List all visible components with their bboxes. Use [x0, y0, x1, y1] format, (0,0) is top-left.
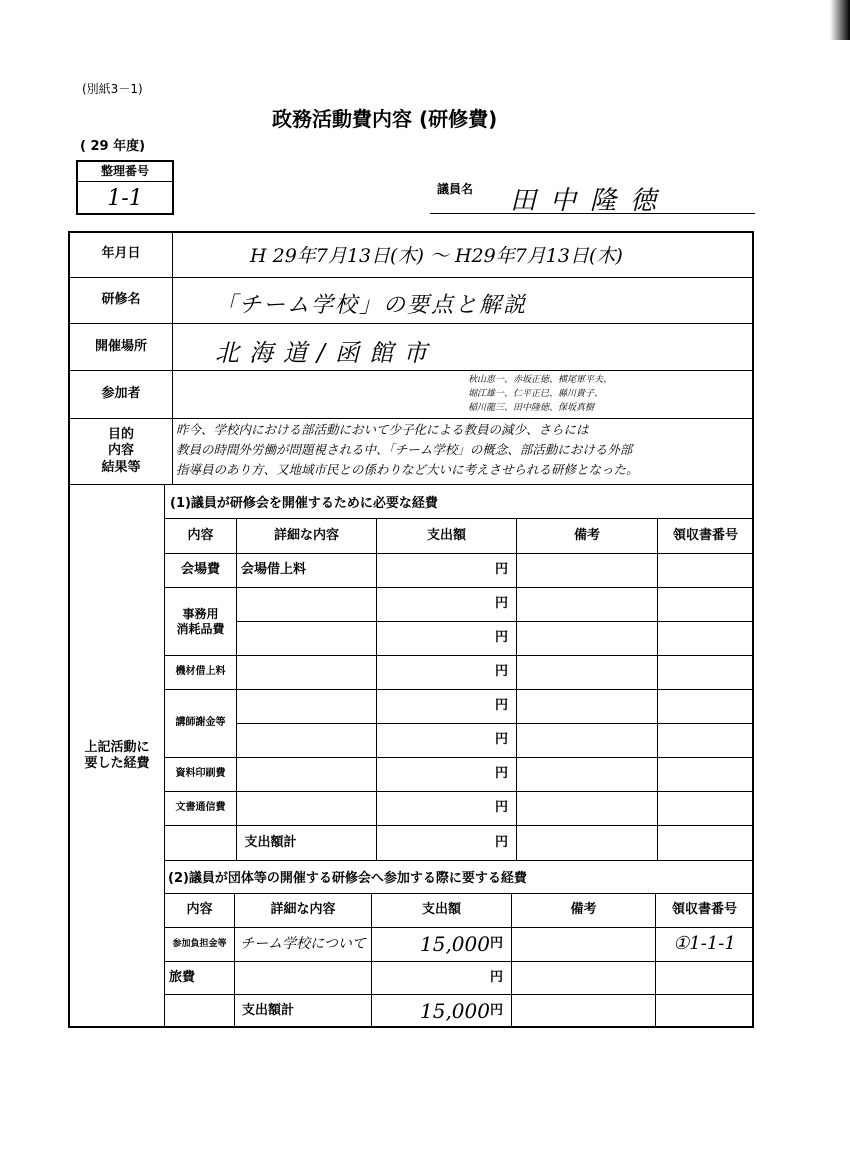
- travel-label: 旅費: [169, 969, 196, 985]
- s2-header-detail: 詳細な内容: [270, 902, 336, 918]
- yen-unit: 円: [489, 969, 503, 985]
- yen-unit: 円: [494, 834, 508, 850]
- venue-fee-label: 会場費: [180, 562, 220, 578]
- participants-line: 堀江雄一、仁平正巳、縣川貴子、: [468, 389, 604, 399]
- fiscal-year: ( 29 年度): [80, 139, 146, 154]
- participation-fee-receipt: ①1-1-1: [673, 933, 736, 955]
- yen-unit: 円: [494, 732, 508, 748]
- yen-unit: 円: [494, 766, 508, 782]
- page-title: 政務活動費内容 (研修費): [272, 107, 498, 131]
- s2-total-amount: 15,000: [420, 998, 490, 1023]
- venue-value: 北海道/函館市: [215, 339, 438, 367]
- s1-header-detail: 詳細な内容: [273, 527, 339, 543]
- s1-header-content: 内容: [187, 527, 214, 543]
- participation-fee-amount-cell: [372, 928, 511, 961]
- date-value: H 29年7月13日(木) ～ H29年7月13日(木): [250, 245, 623, 267]
- venue-fee-detail: 会場借上料: [241, 562, 307, 578]
- lecturer-fee-label: 講師謝金等: [175, 717, 226, 729]
- participants-label: 参加者: [101, 386, 141, 402]
- purpose-line: 教員の時間外労働が問題視される中、「チーム学校」の概念、部活動における外部: [176, 442, 633, 457]
- office-supplies-label: 事務用 消耗品費: [176, 606, 225, 636]
- s1-header-receipt: 領収書番号: [672, 527, 738, 543]
- equipment-label: 機材借上料: [175, 666, 226, 678]
- section2-title: (2)議員が団体等の開催する研修会へ参加する際に要する経費: [168, 871, 527, 886]
- purpose-text: [176, 420, 752, 480]
- yen-unit: 円: [494, 698, 508, 714]
- purpose-line: 指導員のあり方、又地域市民との係わりなど大いに考えさせられる研修となった。: [176, 462, 639, 477]
- member-name-label: 議員名: [437, 182, 474, 196]
- s1-header-amount: 支出額: [426, 527, 466, 543]
- s1-total-label: 支出額計: [244, 834, 297, 850]
- date-label: 年月日: [101, 246, 141, 262]
- yen-unit: 円: [494, 630, 508, 646]
- purpose-line: 昨今、学校内における部活動において少子化による教員の減少、さらには: [176, 422, 589, 437]
- s2-header-receipt: 領収書番号: [671, 902, 737, 918]
- yen-unit: 円: [494, 664, 508, 680]
- s1-header-notes: 備考: [573, 527, 600, 543]
- member-name-value: 田中隆徳: [510, 186, 671, 216]
- training-name-label: 研修名: [101, 292, 141, 308]
- participation-fee-amount: 15,000: [420, 932, 490, 956]
- participants-line: 秋山恵一、赤坂正徳、横尾軍平夫、: [468, 375, 613, 385]
- participation-fee-detail: チーム学校について: [240, 935, 366, 952]
- participation-fee-label: 参加負担金等: [172, 938, 227, 949]
- purpose-label: 目的 内容 結果等: [101, 427, 141, 475]
- yen-unit: 円: [494, 800, 508, 816]
- yen-unit: 円: [494, 562, 508, 578]
- member-name-underline: [430, 213, 755, 214]
- s2-total-label: 支出額計: [241, 1002, 294, 1018]
- s2-header-content: 内容: [186, 902, 213, 918]
- ref-number-label: 整理番号: [100, 163, 149, 178]
- yen-unit: 円: [489, 936, 503, 952]
- printing-label: 資料印刷費: [175, 768, 226, 780]
- postage-label: 文書通信費: [175, 802, 226, 814]
- scan-edge: [830, 0, 850, 40]
- s2-total-amount-cell: [372, 995, 511, 1027]
- s2-header-notes: 備考: [570, 902, 597, 918]
- ref-number-value: 1-1: [107, 185, 143, 211]
- venue-label: 開催場所: [94, 338, 147, 354]
- s2-header-amount: 支出額: [421, 902, 461, 918]
- yen-unit: 円: [489, 1002, 503, 1018]
- yen-unit: 円: [494, 596, 508, 612]
- appendix-label: (別紙3－1): [82, 82, 143, 96]
- participants-line: 稲川龍三、田中隆徳、保坂真樹: [468, 403, 595, 413]
- expenses-side-label: 上記活動に 要した経費: [84, 739, 150, 771]
- participants-list: [468, 373, 612, 415]
- training-name-value: 「チーム学校」の要点と解説: [215, 293, 528, 318]
- section1-title: (1)議員が研修会を開催するために必要な経費: [170, 496, 438, 511]
